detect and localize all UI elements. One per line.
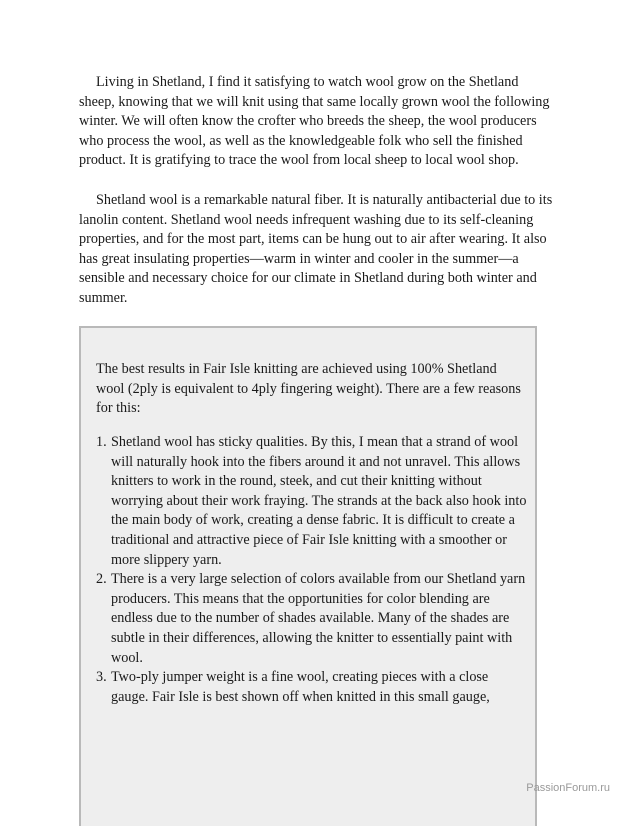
- callout-reasons-list: [96, 433, 528, 707]
- sidebar-callout-box: [79, 326, 537, 826]
- list-item-number: 3.: [96, 669, 107, 686]
- list-item-text: There is a very large selection of colors available from our Shetland yarn producers. This means that the opportunities for color blending are endless due to the number of shades available. Many of the shades are subtle in their differences, allowing the knitter to essentially paint with wool.: [111, 571, 526, 666]
- list-item: [96, 668, 528, 707]
- list-item: [96, 570, 528, 668]
- list-item-text: Shetland wool has sticky qualities. By this, I mean that a strand of wool will naturally hook into the fibers around it and not unravel. This allows knitters to work in the round, steek, and cut their knitting without worrying about their work fraying. The strands at the back also hook into the main body of work, creating a dense fabric. It is difficult to create a traditional and attractive piece of Fair Isle knitting with a smoother or more slippery yarn.: [111, 434, 527, 568]
- list-item-number: 1.: [96, 434, 107, 450]
- site-watermark: PassionForum.ru: [526, 782, 610, 794]
- list-item: [96, 433, 528, 570]
- body-paragraph: Shetland wool is a remarkable natural fiber. It is naturally antibacterial due to its lanolin content. Shetland wool needs infrequent washing due to its self-cleaning properties, and for the most part, items can be hung out to air after wearing. It also has great insulating properties—warm in winter and cooler in the summer—a sensible and necessary choice for our climate in Shetland during both winter and summer.: [79, 192, 553, 306]
- list-item-number: 2.: [96, 571, 107, 588]
- list-item-text: Two-ply jumper weight is a fine wool, creating pieces with a close gauge. Fair Isle is best shown off when knitted in this small gauge,: [111, 669, 490, 705]
- callout-intro: The best results in Fair Isle knitting are achieved using 100% Shetland wool (2ply is equivalent to 4ply fingering weight). There are a few reasons for this:: [96, 361, 521, 417]
- body-paragraph: Living in Shetland, I find it satisfying to watch wool grow on the Shetland sheep, knowing that we will knit using that same locally grown wool the following winter. We will often know the crofter who breeds the sheep, the wool producers who process the wool, as well as the knowledgeable folk who sell the finished product. It is gratifying to trace the wool from local sheep to local wool shop.: [79, 74, 550, 169]
